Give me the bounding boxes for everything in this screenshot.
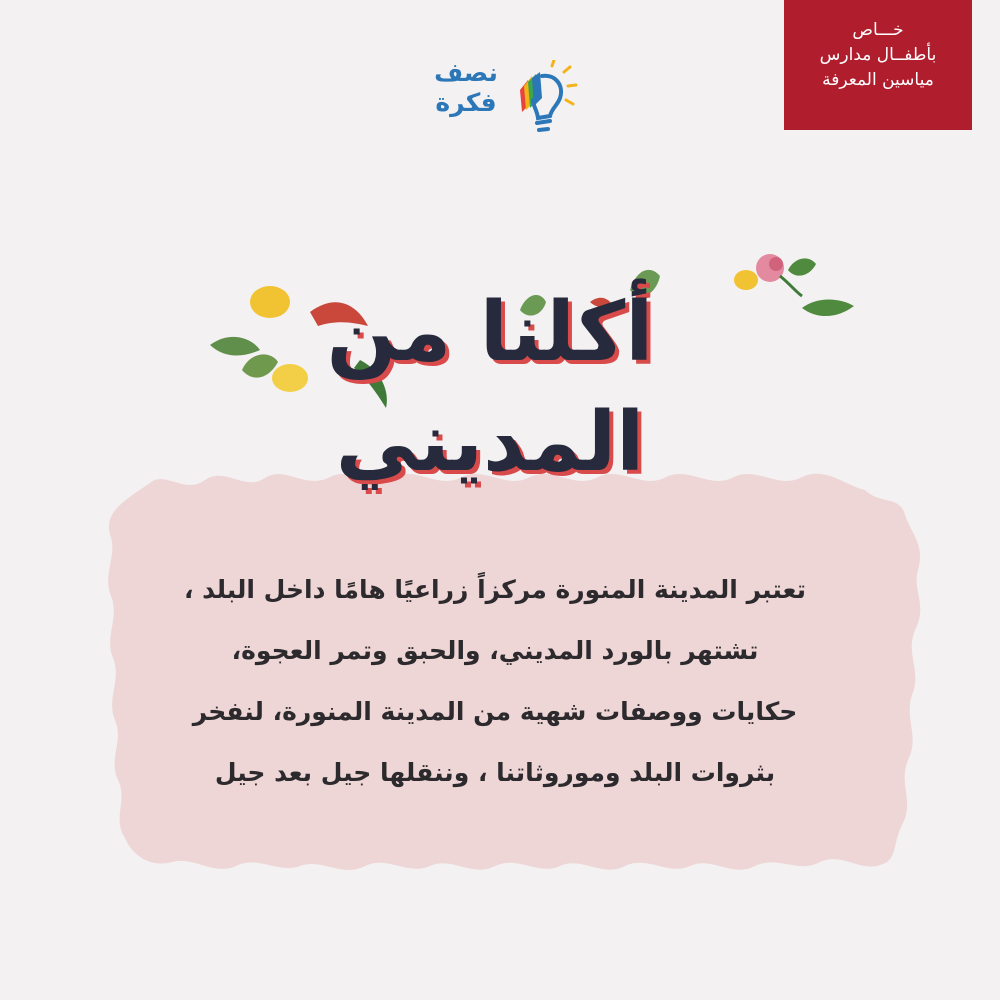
card-line-1: تعتبر المدينة المنورة مركزاً زراعيًا هامًا داخل البلد ، xyxy=(183,575,807,604)
card-line-4: بثروات البلد وموروثاتنا ، وننقلها جيل بعد جيل xyxy=(214,758,776,787)
corner-banner-line-2: بأطفــال مدارس xyxy=(819,45,937,65)
brand-logo-line-1: نصف xyxy=(434,58,498,87)
card-line-2: تشتهر بالورد المديني، والحبق وتمر العجوة، xyxy=(231,636,759,665)
brand-logo-line-2: فكرة xyxy=(435,88,497,117)
card-body-text xyxy=(130,570,860,814)
brand-logo xyxy=(420,58,580,148)
lightbulb-icon xyxy=(506,60,578,146)
corner-banner xyxy=(784,0,972,130)
corner-banner-line-1: خـــاص xyxy=(852,20,904,40)
card-line-3: حكايات ووصفات شهية من المدينة المنورة، لنفخر xyxy=(192,697,798,726)
page-title: أكلنا من المديني xyxy=(326,285,654,490)
brand-logo-text xyxy=(420,58,512,118)
corner-banner-line-3: مياسين المعرفة xyxy=(822,70,934,90)
title-block xyxy=(190,250,870,490)
